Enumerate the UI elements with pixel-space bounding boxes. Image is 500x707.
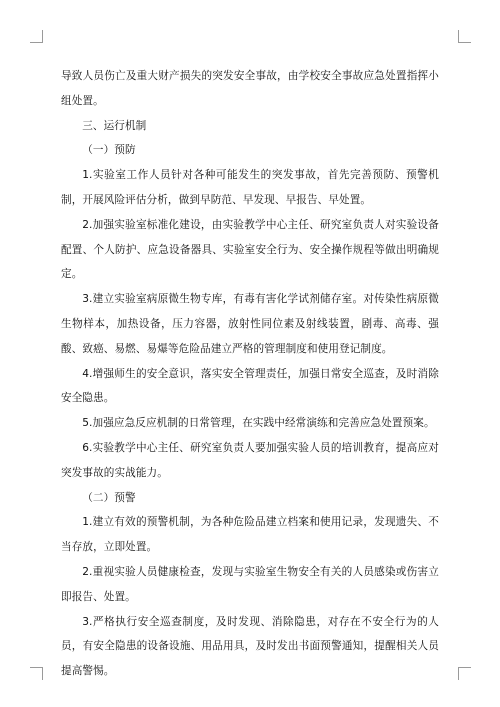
- paragraph-prevention-3: 3.建立实验室病原微生物专库，有毒有害化学试剂储存室。对传染性病原微生物样本，加热设备，压力容器，放射性同位素及射线装置，剧毒、高毒、强酸、致癌、易燃、易爆等危险品建立严格的管理制度和使用登记制度。: [61, 293, 439, 355]
- crop-mark-top-left: [30, 30, 43, 43]
- paragraph-warning-2: 2.重视实验人员健康检查，发现与实验室生物安全有关的人员感染或伤害立即报告、处置。: [61, 565, 439, 603]
- paragraph-warning-3: 3.严格执行安全巡查制度，及时发现、消除隐患，对存在不安全行为的人员，有安全隐患的设备设施、用品用具，及时发出书面预警通知，提醒相关人员提高警惕。: [61, 615, 439, 678]
- crop-mark-bottom-left: [30, 667, 43, 680]
- paragraph-continuation: 导致人员伤亡及重大财产损失的突发安全事故，由学校安全事故应急处置指挥小组处置。: [61, 70, 439, 107]
- document-body: [61, 64, 439, 684]
- subsection-heading-early-warning: （二）预警: [82, 491, 136, 504]
- paragraph-prevention-4: 4.增强师生的安全意识，落实安全管理责任，加强日常安全巡查，及时消除安全隐患。: [61, 367, 439, 405]
- crop-mark-top-right: [458, 30, 471, 43]
- paragraph-warning-1: 1.建立有效的预警机制，为各种危险品建立档案和使用记录，发现遗失、不当存放，立即处置。: [61, 516, 439, 554]
- subsection-heading-prevention: （一）预防: [82, 144, 136, 157]
- section-heading-operation-mechanism: 三、运行机制: [82, 119, 147, 132]
- crop-mark-bottom-right: [458, 667, 471, 680]
- paragraph-prevention-6: 6.实验教学中心主任、研究室负责人要加强实验人员的培训教育，提高应对突发事故的实战能力。: [61, 441, 439, 479]
- paragraph-prevention-1: 1.实验室工作人员针对各种可能发生的突发事故，首先完善预防、预警机制，开展风险评估分析，做到早防范、早发现、早报告、早处置。: [61, 169, 439, 206]
- paragraph-prevention-5: 5.加强应急反应机制的日常管理，在实践中经常演练和完善应急处置预案。: [82, 417, 435, 430]
- paragraph-prevention-2: 2.加强实验室标准化建设，由实验教学中心主任、研究室负责人对实验设备配置、个人防护、应急设备器具、实验室安全行为、安全操作规程等做出明确规定。: [61, 218, 439, 281]
